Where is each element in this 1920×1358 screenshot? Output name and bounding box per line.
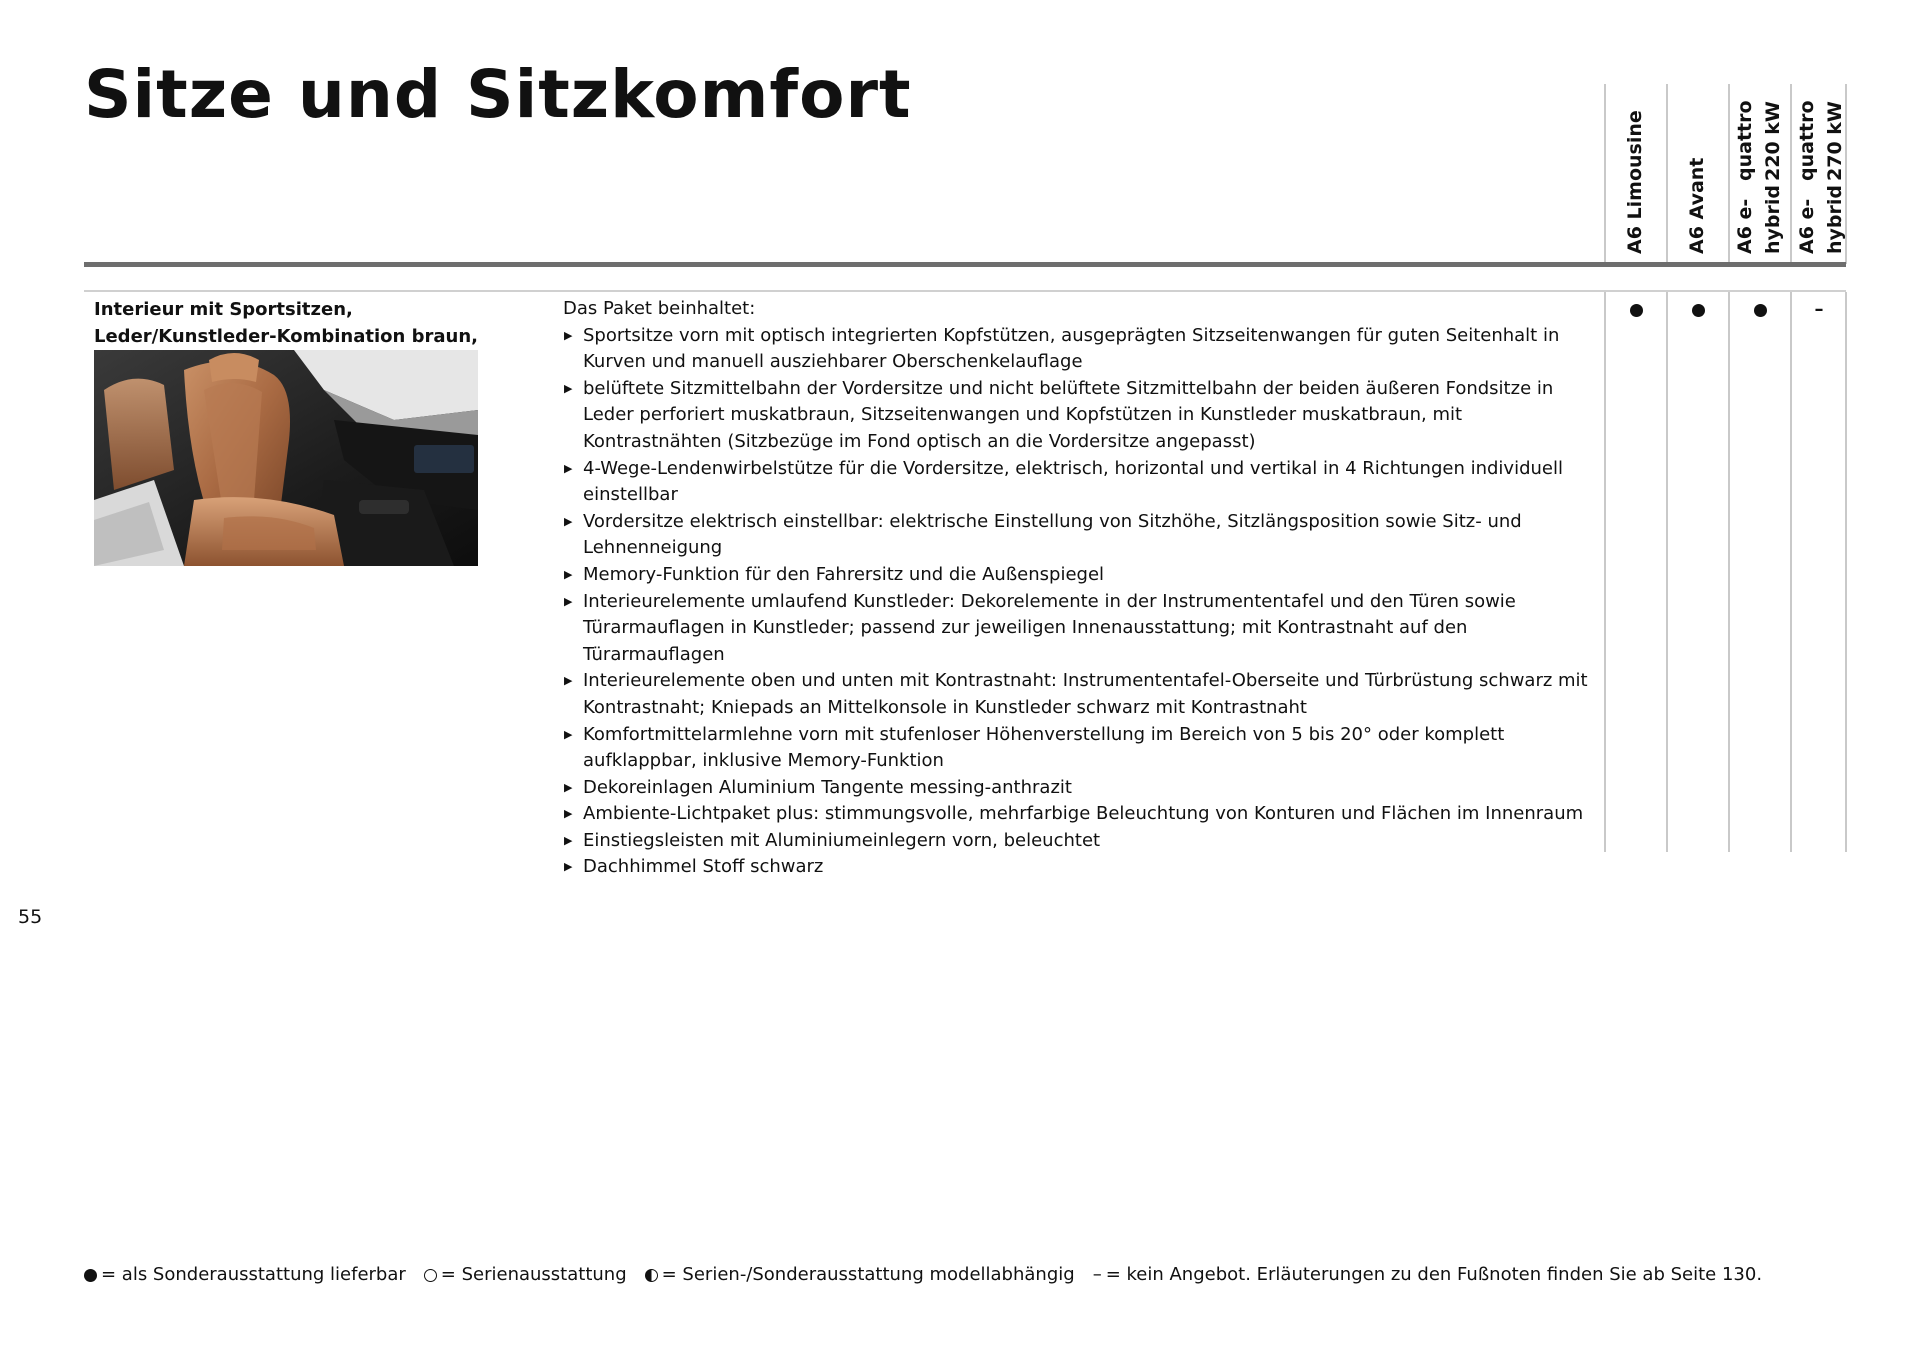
column-header-a6-avant: A6 Avant	[1686, 157, 1708, 254]
list-item: ▶ Ambiente-Lichtpaket plus: stimmungsvolle, mehrfarbige Beleuchtung von Konturen und Flächen im Innenraum	[563, 801, 1593, 828]
column-separator	[1845, 292, 1847, 852]
column-separator	[1604, 292, 1606, 852]
availability-a6-limousine	[1606, 296, 1666, 323]
column-separator	[1604, 84, 1606, 264]
filled-circle-icon	[1754, 304, 1767, 317]
list-item: ▶ Memory-Funktion für den Fahrersitz und die Außenspiegel	[563, 562, 1593, 589]
bullet-arrow-icon: ▶	[564, 727, 573, 741]
bullet-arrow-icon: ▶	[564, 381, 573, 395]
page-title: Sitze und Sitzkomfort	[84, 56, 912, 133]
column-separator	[1728, 292, 1730, 852]
header-rule	[84, 262, 1846, 267]
legend-model-dependent: = Serien-/Sonderausstattung modellabhängig	[645, 1262, 1075, 1288]
page-number: 55	[18, 906, 43, 928]
equipment-title: Interieur mit Sportsitzen, Leder/Kunstleder-Kombination braun,	[94, 299, 478, 347]
list-item: ▶ Dekoreinlagen Aluminium Tangente messing-anthrazit	[563, 775, 1593, 802]
bullet-arrow-icon: ▶	[564, 328, 573, 342]
column-header-a6-limousine: A6 Limousine	[1624, 110, 1646, 254]
column-header-a6-e-hybrid-270: A6 e-hybrid quattro 270 kW	[1796, 100, 1846, 254]
availability-a6-avant	[1668, 296, 1728, 323]
list-item: ▶ belüftete Sitzmittelbahn der Vordersitze und nicht belüftete Sitzmittelbahn der beiden äußeren Fondsitze in Leder perforiert muskatbraun, Sitzseitenwangen und Kopfstützen in Kunstleder muskatbraun, mit Kontrastnähten (Sitzbezüge im Fond optisch an die Vordersitze angepasst)	[564, 377, 1554, 452]
bullet-arrow-icon: ▶	[564, 514, 573, 528]
legend-standard: = Serienausstattung	[424, 1262, 627, 1288]
filled-circle-icon	[84, 1269, 97, 1282]
list-item: ▶ Vordersitze elektrisch einstellbar: elektrische Einstellung von Sitzhöhe, Sitzlängsposition sowie Sitz- und Lehnenneigung	[564, 510, 1522, 559]
filled-circle-icon	[1692, 304, 1705, 317]
bullet-arrow-icon: ▶	[564, 807, 573, 821]
availability-a6-e-hybrid-270: –	[1814, 299, 1824, 320]
bullet-arrow-icon: ▶	[564, 780, 573, 794]
bullet-arrow-icon: ▶	[564, 860, 573, 874]
empty-circle-icon	[424, 1269, 437, 1282]
legend-optional: = als Sonderausstattung lieferbar	[84, 1262, 406, 1288]
column-header-a6-e-hybrid-220: A6 e-hybrid quattro 220 kW	[1734, 100, 1784, 254]
package-feature-list	[563, 323, 1593, 881]
bullet-arrow-icon: ▶	[564, 567, 573, 581]
dash-symbol: –	[1092, 1264, 1102, 1285]
package-description	[563, 296, 1593, 881]
bullet-arrow-icon: ▶	[564, 461, 573, 475]
column-separator	[1666, 84, 1668, 264]
half-filled-circle-icon	[645, 1269, 658, 1282]
column-separator	[1790, 292, 1792, 852]
bullet-arrow-icon: ▶	[564, 833, 573, 847]
list-item: ▶ Interieurelemente umlaufend Kunstleder: Dekorelemente in der Instrumententafel und den Türen sowie Türarmauflagen in Kunstleder; passend zur jeweiligen Innenausstattung; mit Kontrastnaht auf den Türarmauflagen	[564, 590, 1516, 665]
list-item: ▶ Dachhimmel Stoff schwarz	[563, 854, 1593, 881]
list-item: ▶ Komfortmittelarmlehne vorn mit stufenloser Höhenverstellung im Bereich von 5 bis 20° oder komplett aufklappbar, inklusive Memory-Funktion	[564, 723, 1505, 772]
list-item: ▶ Einstiegsleisten mit Aluminiumeinlegern vorn, beleuchtet	[563, 828, 1593, 855]
availability-a6-e-hybrid-220	[1730, 296, 1790, 323]
column-separator	[1790, 84, 1792, 264]
package-intro: Das Paket beinhaltet:	[563, 298, 756, 319]
legend-none: – = kein Angebot. Erläuterungen zu den Fußnoten finden Sie ab Seite 130.	[1093, 1262, 1762, 1288]
interior-seat-photo	[94, 350, 478, 566]
filled-circle-icon	[1630, 304, 1643, 317]
column-separator	[1728, 84, 1730, 264]
row-rule	[84, 290, 1846, 292]
list-item: ▶ 4-Wege-Lendenwirbelstütze für die Vordersitze, elektrisch, horizontal und vertikal in 4 Richtungen individuell einstellbar	[564, 457, 1563, 506]
list-item: ▶ Sportsitze vorn mit optisch integrierten Kopfstützen, ausgeprägten Sitzseitenwangen für guten Seitenhalt in Kurven und manuell ausziehbarer Oberschenkelauflage	[564, 324, 1560, 373]
list-item: ▶ Interieurelemente oben und unten mit Kontrastnaht: Instrumententafel-Oberseite und Türbrüstung schwarz mit Kontrastnaht; Kniepads an Mittelkonsole in Kunstleder schwarz mit Kontrastnaht	[564, 670, 1588, 718]
bullet-arrow-icon: ▶	[564, 674, 573, 688]
legend	[84, 1262, 1780, 1288]
bullet-arrow-icon: ▶	[564, 594, 573, 608]
column-separator	[1666, 292, 1668, 852]
